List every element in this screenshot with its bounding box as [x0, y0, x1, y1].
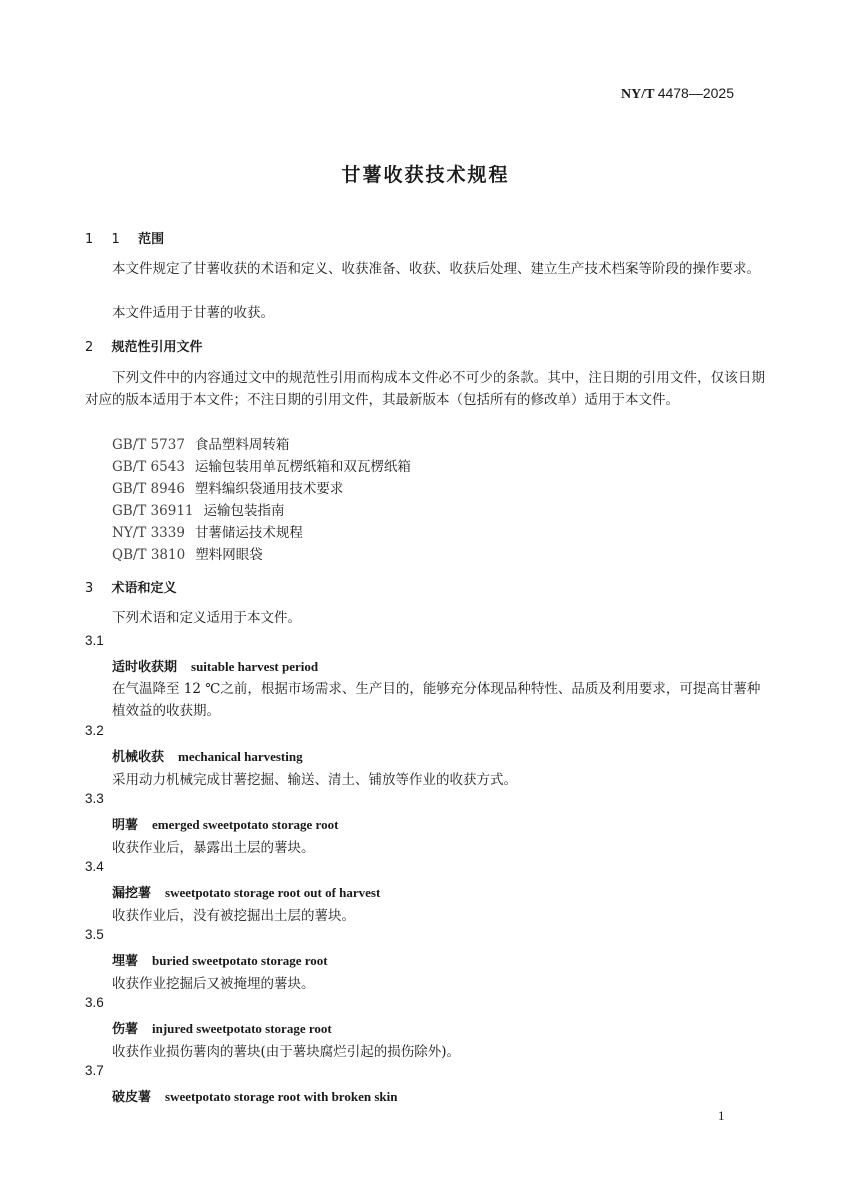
- term-english: injured sweetpotato storage root: [152, 1021, 332, 1036]
- section-3-intro: 下列术语和定义适用于本文件。: [112, 610, 301, 626]
- reference-title: 塑料编织袋通用技术要求: [194, 481, 344, 497]
- reference-item: [112, 543, 263, 563]
- term-chinese: 明薯: [112, 818, 139, 833]
- term-number: 3.2: [85, 723, 104, 738]
- reference-code: GB/T 5737: [112, 437, 185, 453]
- reference-code: NY/T 3339: [112, 525, 185, 541]
- document-code: [621, 85, 734, 103]
- term-heading: [112, 950, 328, 969]
- term-heading: [112, 656, 318, 675]
- reference-item: [112, 499, 285, 519]
- reference-title: 甘薯储运技术规程: [194, 525, 303, 541]
- section-2-heading: [85, 336, 203, 355]
- section-1-heading: [85, 228, 164, 247]
- term-chinese: 破皮薯: [112, 1090, 152, 1105]
- document-code-year: 4478—2025: [657, 85, 734, 101]
- term-definition: 收获作业后，没有被挖掘出土层的薯块。: [112, 908, 355, 924]
- term-english: buried sweetpotato storage root: [152, 953, 328, 968]
- term-heading: [112, 1018, 332, 1037]
- term-number: 3.4: [85, 859, 104, 874]
- term-number: 3.1: [85, 633, 104, 648]
- reference-code: QB/T 3810: [112, 547, 186, 563]
- reference-title: 运输包装指南: [203, 503, 285, 519]
- term-heading: [112, 882, 380, 901]
- section-1-paragraph-2: 本文件适用于甘薯的收获。: [112, 305, 274, 321]
- term-number: 3.7: [85, 1063, 104, 1078]
- term-english: sweetpotato storage root out of harvest: [165, 885, 381, 900]
- section-2-number: 2: [85, 340, 94, 355]
- term-heading: [112, 1086, 397, 1105]
- term-chinese: 机械收获: [112, 750, 165, 765]
- section-3-heading: [85, 577, 177, 596]
- term-chinese: 适时收获期: [112, 660, 178, 675]
- reference-item: [112, 477, 343, 497]
- reference-code: GB/T 36911: [112, 503, 194, 519]
- term-chinese: 埋薯: [112, 954, 139, 969]
- section-3-number: 3: [85, 581, 94, 596]
- term-chinese: 漏挖薯: [112, 886, 152, 901]
- term-chinese: 伤薯: [112, 1022, 139, 1037]
- term-number: 3.3: [85, 791, 104, 806]
- term-definition: 收获作业后，暴露出土层的薯块。: [112, 840, 315, 856]
- section-1-paragraph-1: 本文件规定了甘薯收获的术语和定义、收获准备、收获、收获后处理、建立生产技术档案等阶段的操作要求。: [112, 261, 760, 277]
- reference-title: 食品塑料周转箱: [194, 437, 290, 453]
- term-heading: [112, 814, 338, 833]
- reference-item: [112, 455, 411, 475]
- reference-title: 塑料网眼袋: [195, 547, 263, 563]
- reference-item: [112, 521, 303, 541]
- reference-code: GB/T 6543: [112, 459, 185, 475]
- term-definition: 收获作业损伤薯肉的薯块(由于薯块腐烂引起的损伤除外)。: [112, 1044, 461, 1060]
- term-english: emerged sweetpotato storage root: [152, 817, 339, 832]
- section-1-outer-number: 1: [85, 232, 94, 247]
- term-definition: 收获作业挖掘后又被掩埋的薯块。: [112, 976, 315, 992]
- section-1-title: 范围: [138, 232, 165, 247]
- term-number: 3.6: [85, 995, 104, 1010]
- reference-item: [112, 433, 289, 453]
- term-definition: 在气温降至 12 ℃之前，根据市场需求、生产目的，能够充分体现品种特性、品质及利用要求，可提高甘薯种植效益的收获期。: [112, 681, 761, 719]
- reference-title: 运输包装用单瓦楞纸箱和双瓦楞纸箱: [194, 459, 411, 475]
- page-number: 1: [718, 1108, 725, 1123]
- term-english: sweetpotato storage root with broken skin: [165, 1089, 398, 1104]
- section-3-title: 术语和定义: [111, 581, 177, 596]
- section-2-paragraph: 下列文件中的内容通过文中的规范性引用而构成本文件必不可少的条款。其中，注日期的引用文件，仅该日期对应的版本适用于本文件；不注日期的引用文件，其最新版本（包括所有的修改单）适用于本文件。: [85, 370, 765, 408]
- term-english: mechanical harvesting: [178, 749, 303, 764]
- term-english: suitable harvest period: [191, 659, 319, 674]
- document-code-prefix: NY/T: [621, 87, 655, 102]
- page-title: 甘薯收获技术规程: [341, 164, 510, 186]
- section-2-title: 规范性引用文件: [111, 340, 203, 355]
- section-1-number: 1: [111, 232, 120, 247]
- term-definition: 采用动力机械完成甘薯挖掘、输送、清土、铺放等作业的收获方式。: [112, 772, 517, 788]
- reference-code: GB/T 8946: [112, 481, 185, 497]
- term-number: 3.5: [85, 927, 104, 942]
- term-heading: [112, 746, 303, 765]
